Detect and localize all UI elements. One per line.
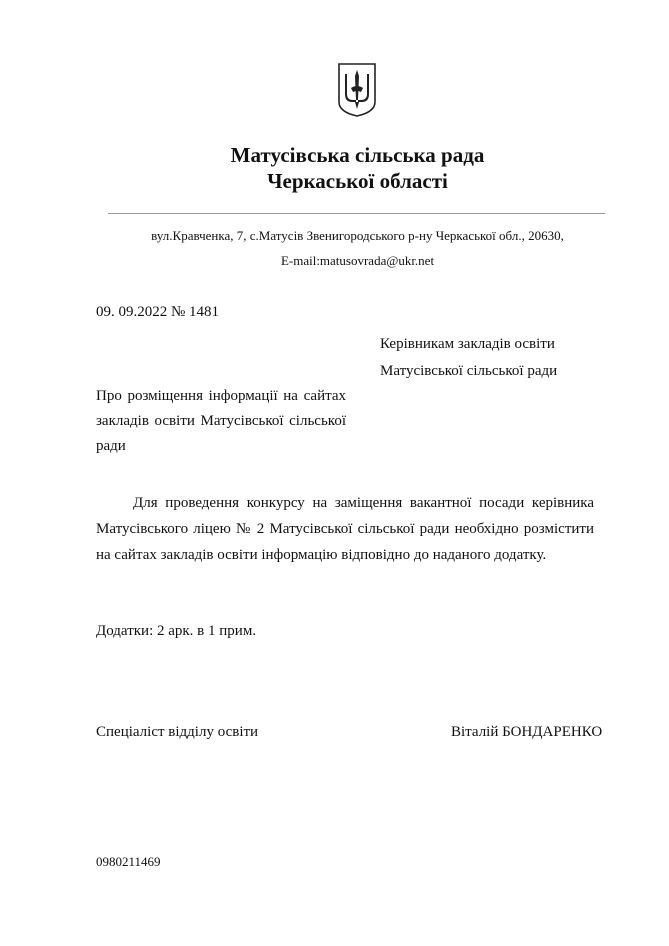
document-reference: 09. 09.2022 № 1481 <box>96 304 220 320</box>
trident-coat-of-arms-icon <box>337 62 377 118</box>
header-divider <box>108 213 605 214</box>
signer-title: Спеціаліст відділу освіти <box>96 724 259 740</box>
org-name-line1: Матусівська сільська рада <box>230 143 485 167</box>
phone-number: 0980211469 <box>96 854 161 869</box>
email-line: E-mail:matusovrada@ukr.net <box>280 253 435 268</box>
recipient-line1: Керівникам закладів освіти <box>380 336 555 352</box>
org-name-line2: Черкаської області <box>267 169 448 193</box>
recipient-line2: Матусівської сільської ради <box>380 363 558 379</box>
signer-name: Віталій БОНДАРЕНКО <box>451 724 603 740</box>
subject-text: Про розміщення інформації на сайтах закладів освіти Матусівської сільської ради <box>96 388 346 454</box>
body-paragraph: Для проведення конкурсу на заміщення вакантної посади керівника Матусівського ліцею № 2 Матусівської сільської ради необхідно розмістити на сайтах закладів освіти інформацію відповідно до наданого додатку. <box>96 495 594 563</box>
address-line: вул.Кравченка, 7, с.Матусів Звенигородського р-ну Черкаської обл., 20630, <box>151 228 564 243</box>
attachments-note: Додатки: 2 арк. в 1 прим. <box>96 623 257 639</box>
